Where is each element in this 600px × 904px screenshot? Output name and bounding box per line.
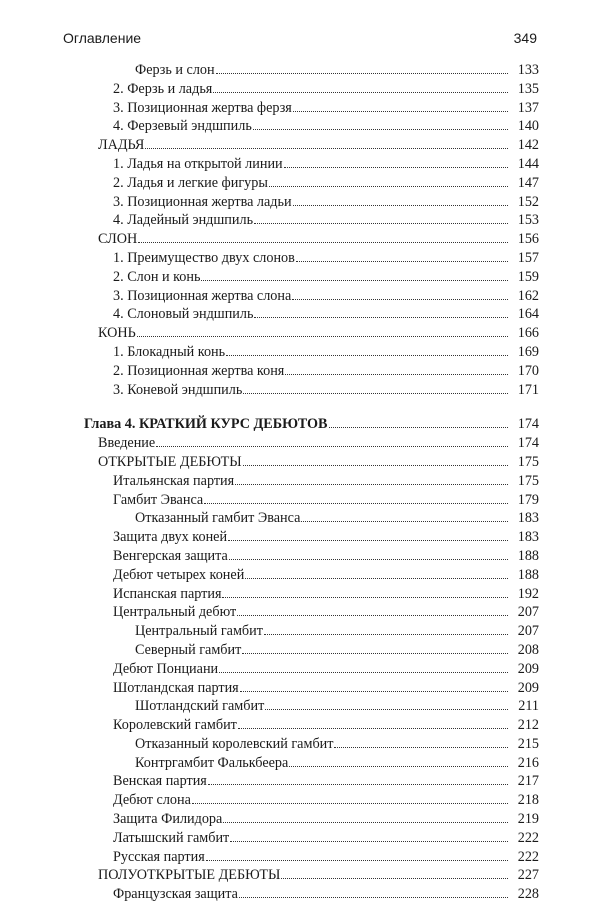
toc-entry [0,829,600,848]
dot-leader [138,242,508,243]
toc-entry-page: 218 [517,792,539,809]
section-title: Оглавление [63,30,142,46]
toc-entry [0,679,600,698]
toc-entry-line [135,622,539,641]
toc-entry-page: 188 [517,547,539,564]
dot-leader [192,803,508,804]
toc-entry [0,697,600,716]
toc-entry-page: 170 [517,362,539,379]
toc-entry-page: 217 [517,773,539,790]
toc-entry-line [113,249,539,268]
toc-entry [0,117,600,136]
toc-entry-page: 135 [517,80,539,97]
dot-leader [243,465,508,466]
toc-entry-page: 222 [517,829,539,846]
toc-entry-title: 4. Слоновый эндшпиль [113,306,254,323]
dot-leader [269,186,508,187]
toc-entry [0,174,600,193]
toc-entry-line [113,660,539,679]
dot-leader [213,92,508,93]
toc-entry-page: 188 [517,566,539,583]
toc-entry-title: Гамбит Эванса [113,491,204,508]
chapter-spacer [0,399,600,415]
dot-leader [254,317,508,318]
toc-entry-page: 166 [517,325,539,342]
toc-entry-page: 156 [517,231,539,248]
dot-leader [292,299,508,300]
toc-entry-line [113,566,539,585]
toc-entry-page: 192 [517,585,539,602]
toc-entry-title: 4. Ладейный эндшпиль [113,212,254,229]
toc-entry [0,885,600,904]
toc-chapter-row [0,415,600,434]
dot-leader [245,578,508,579]
toc-entry-line [98,324,539,343]
dot-leader [264,634,508,635]
toc-entry-title: Дебют слона [113,792,191,809]
dot-leader [284,167,508,168]
toc-entry-line [135,697,539,716]
dot-leader [239,897,508,898]
dot-leader [334,747,508,748]
dot-leader [229,559,508,560]
toc-entry-line [113,528,539,547]
toc-entry-page: 174 [517,435,539,452]
dot-leader [156,446,508,447]
toc-entry-title: Французская защита [113,886,238,903]
dot-leader [219,672,508,673]
toc-entry-title: ПОЛУОТКРЫТЫЕ ДЕБЮТЫ [98,867,281,884]
toc-entry [0,585,600,604]
toc-entry-line [135,641,539,660]
toc-entry [0,491,600,510]
toc-entry-line [113,603,539,622]
toc-entry-line [135,735,539,754]
toc-entry-line [113,287,539,306]
toc-entry-page: 152 [517,193,539,210]
dot-leader [301,521,508,522]
toc-entry [0,735,600,754]
toc-entry-page: 183 [517,510,539,527]
toc-entry [0,155,600,174]
toc-entry-page: 144 [517,155,539,172]
toc-entry-line [84,415,539,434]
toc-entry-title: ОТКРЫТЫЕ ДЕБЮТЫ [98,453,242,470]
toc-entry-page: 209 [517,679,539,696]
toc-entry-line [113,791,539,810]
dot-leader [240,691,508,692]
dot-leader [216,73,508,74]
toc-entry-line [113,810,539,829]
toc-entry [0,866,600,885]
toc-entry-line [113,381,539,400]
toc-entry-page: 183 [517,529,539,546]
dot-leader [293,111,508,112]
toc-entry-title: 1. Блокадный конь [113,343,226,360]
toc-entry-line [113,772,539,791]
toc-entry-title: Отказанный гамбит Эванса [135,510,301,527]
toc-entry [0,362,600,381]
toc-entry [0,754,600,773]
toc-entry-title: КОНЬ [98,325,136,342]
toc-entry [0,622,600,641]
toc-entry-title: Дебют четырех коней [113,566,245,583]
toc-entry-line [113,885,539,904]
toc-entry-line [135,754,539,773]
toc-entry-title: Центральный гамбит [135,623,263,640]
toc-entry [0,848,600,867]
toc-entry-title: Латышский гамбит [113,829,230,846]
dot-leader [222,597,508,598]
toc-entry-page: 207 [517,604,539,621]
toc-entry-title: Русская партия [113,848,205,865]
toc-entry-title: 4. Ферзевый эндшпиль [113,118,252,135]
toc-entry-page: 216 [517,754,539,771]
toc-entry-line [113,362,539,381]
dot-leader [254,223,508,224]
toc-entry-line [113,547,539,566]
toc-entry-title: 2. Ладья и легкие фигуры [113,174,268,191]
toc-entry-line [135,509,539,528]
toc-entry-page: 207 [517,623,539,640]
dot-leader [265,709,508,710]
toc-entry-title: Введение [98,435,156,452]
dot-leader [208,784,508,785]
toc-entry-line [98,434,539,453]
toc-entry-line [113,155,539,174]
toc-entry-page: 215 [517,735,539,752]
toc-entry [0,343,600,362]
toc-entry [0,791,600,810]
toc-entry [0,287,600,306]
dot-leader [235,484,508,485]
toc-entry-title: 3. Позиционная жертва ферзя [113,99,292,116]
toc-entry-line [113,80,539,99]
toc-entry-page: 211 [518,698,539,715]
toc-entry-title: Дебют Понциани [113,660,219,677]
toc-entry-title: 2. Позиционная жертва коня [113,362,285,379]
toc-entry-line [113,174,539,193]
dot-leader [253,129,508,130]
toc-entry-page: 137 [517,99,539,116]
dot-leader [137,336,508,337]
dot-leader [281,878,508,879]
toc-entry [0,547,600,566]
toc-entry-title: Венгерская защита [113,547,228,564]
toc-entry-page: 222 [517,848,539,865]
toc-entry-page: 162 [517,287,539,304]
toc-entry [0,772,600,791]
dot-leader [228,540,508,541]
toc-entry [0,472,600,491]
toc-entry-title: Глава 4. КРАТКИЙ КУРС ДЕБЮТОВ [84,416,328,433]
toc-entry-line [113,848,539,867]
toc-entry-title: Защита двух коней [113,529,228,546]
toc-entry-page: 228 [517,886,539,903]
dot-leader [223,822,508,823]
toc-entry-page: 140 [517,118,539,135]
toc-entry [0,324,600,343]
toc-entry-page: 164 [517,306,539,323]
toc-entry [0,434,600,453]
toc-entry [0,528,600,547]
toc-entry-page: 171 [517,381,539,398]
dot-leader [230,841,508,842]
toc-entry-line [113,679,539,698]
dot-leader [201,280,508,281]
toc-entry [0,603,600,622]
toc-entry-title: Испанская партия [113,585,222,602]
dot-leader [206,860,508,861]
toc-entry-title: ЛАДЬЯ [98,137,145,154]
dot-leader [293,205,508,206]
toc-entry-line [113,211,539,230]
toc-entry [0,211,600,230]
table-of-contents [0,61,600,904]
toc-entry-title: Итальянская партия [113,472,235,489]
toc-entry-title: Шотландская партия [113,679,239,696]
toc-entry-title: 2. Слон и конь [113,268,201,285]
dot-leader [289,766,508,767]
toc-entry-title: 3. Коневой эндшпиль [113,381,243,398]
toc-entry-line [113,268,539,287]
dot-leader [226,355,508,356]
toc-entry-title: 1. Преимущество двух слонов [113,249,295,266]
toc-entry-page: 227 [517,867,539,884]
page-number: 349 [513,30,537,46]
dot-leader [285,374,508,375]
dot-leader [242,653,508,654]
toc-entry-line [98,866,539,885]
toc-entry [0,810,600,829]
toc-entry-title: Защита Филидора [113,811,223,828]
toc-entry-line [113,716,539,735]
toc-entry-title: Северный гамбит [135,641,242,658]
toc-entry-line [113,305,539,324]
toc-entry-page: 147 [517,174,539,191]
dot-leader [296,261,508,262]
toc-entry-line [113,491,539,510]
toc-entry-title: Королевский гамбит [113,717,237,734]
toc-entry-line [113,193,539,212]
toc-entry [0,193,600,212]
toc-entry-page: 157 [517,249,539,266]
toc-entry-title: Венская партия [113,773,207,790]
toc-entry [0,61,600,80]
dot-leader [238,728,508,729]
toc-entry [0,249,600,268]
toc-entry [0,509,600,528]
toc-entry-page: 142 [517,137,539,154]
toc-entry-page: 159 [517,268,539,285]
toc-entry-line [98,136,539,155]
toc-entry [0,99,600,118]
toc-entry [0,80,600,99]
toc-entry-title: 3. Позиционная жертва ладьи [113,193,292,210]
dot-leader [204,503,508,504]
toc-entry-page: 179 [517,491,539,508]
toc-entry-line [98,453,539,472]
toc-entry [0,268,600,287]
toc-entry [0,716,600,735]
toc-entry-page: 153 [517,212,539,229]
dot-leader [145,148,508,149]
toc-entry-title: СЛОН [98,231,138,248]
toc-entry-page: 212 [517,717,539,734]
toc-entry-line [113,343,539,362]
toc-entry [0,641,600,660]
toc-entry-page: 209 [517,660,539,677]
toc-entry-title: Шотландский гамбит [135,698,265,715]
toc-entry-line [113,117,539,136]
toc-entry [0,230,600,249]
toc-entry [0,566,600,585]
dot-leader [243,393,508,394]
toc-entry-title: 2. Ферзь и ладья [113,80,213,97]
toc-entry-line [113,472,539,491]
toc-entry [0,136,600,155]
toc-entry-line [113,99,539,118]
toc-entry [0,381,600,400]
toc-entry-page: 133 [517,62,539,78]
toc-entry-title: Контргамбит Фалькбеера [135,754,289,771]
toc-entry-page: 169 [517,343,539,360]
toc-entry-page: 174 [517,416,539,433]
toc-entry [0,305,600,324]
toc-entry [0,660,600,679]
toc-entry-line [113,585,539,604]
toc-entry-line [135,61,539,80]
toc-entry-page: 208 [517,641,539,658]
toc-entry-title: Отказанный королевский гамбит [135,735,334,752]
toc-entry-line [113,829,539,848]
toc-entry-title: 3. Позиционная жертва слона [113,287,292,304]
toc-entry-page: 175 [517,453,539,470]
toc-entry-page: 219 [517,811,539,828]
toc-entry-title: 1. Ладья на открытой линии [113,155,283,172]
toc-entry-title: Центральный дебют [113,604,237,621]
toc-entry-title: Ферзь и слон [135,62,215,78]
running-header [63,30,537,52]
dot-leader [237,615,508,616]
toc-entry [0,453,600,472]
toc-entry-page: 175 [517,472,539,489]
dot-leader [329,427,508,428]
toc-entry-line [98,230,539,249]
